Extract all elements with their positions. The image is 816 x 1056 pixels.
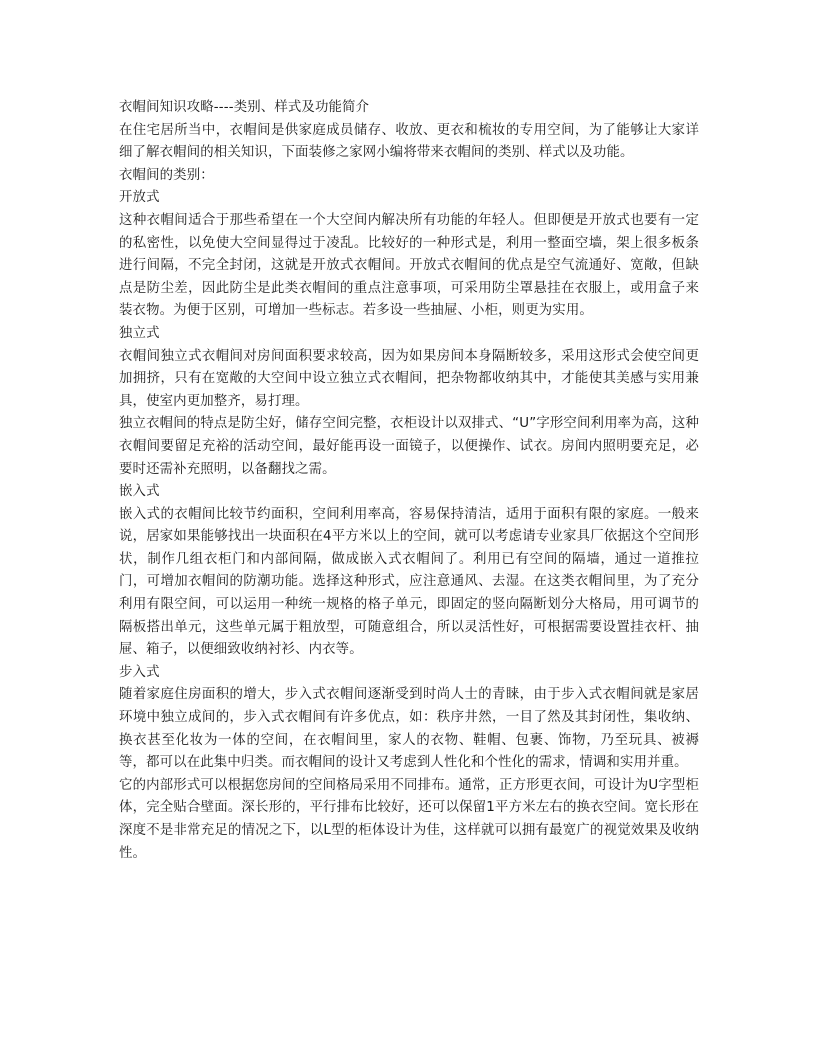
section-paragraph: 独立衣帽间的特点是防尘好，储存空间完整，衣柜设计以双排式、“U”字形空间利用率为高，这种衣帽间要留足充裕的活动空间，最好能再设一面镜子，以便操作、试衣。房间内照明要充足，必要时还需补充照明，以备翻找之需。 [119, 416, 699, 477]
section-paragraph: 这种衣帽间适合于那些希望在一个大空间内解决所有功能的年轻人。但即便是开放式也要有一定的私密性，以免使大空间显得过于凌乱。比较好的一种形式是，利用一整面空墙，架上很多板条进行间隔，不完全封闭，这就是开放式衣帽间。开放式衣帽间的优点是空气流通好、宽敞，但缺点是防尘差，因此防尘是此类衣帽间的重点注意事项，可采用防尘罩悬挂在衣服上，或用盒子来装衣物。为便于区别，可增加一些标志。若多设一些抽屉、小柜，则更为实用。 [119, 212, 699, 319]
section-heading-embedded: 嵌入式 [119, 484, 160, 500]
section-heading-walk-in: 步入式 [119, 664, 160, 680]
document-body [119, 97, 699, 865]
section-paragraph: 衣帽间独立式衣帽间对房间面积要求较高，因为如果房间本身隔断较多，采用这形式会使空间更加拥挤，只有在宽敞的大空间中设立独立式衣帽间，把杂物都收纳其中，才能使其美感与实用兼具，使室内更加整齐，易打理。 [119, 348, 699, 409]
section-heading-open: 开放式 [119, 190, 160, 206]
document-title: 衣帽间知识攻略----类别、样式及功能简介 [119, 100, 370, 115]
section-paragraph: 嵌入式的衣帽间比较节约面积，空间利用率高，容易保持清洁，适用于面积有限的家庭。一般来说，居家如果能够找出一块面积在4平方米以上的空间，就可以考虑请专业家具厂依据这个空间形状，制作几组衣柜门和内部间隔，做成嵌入式衣帽间了。利用已有空间的隔墙，通过一道推拉门，可增加衣帽间的防潮功能。选择这种形式，应注意通风、去湿。在这类衣帽间里，为了充分利用有限空间，可以运用一种统一规格的格子单元，即固定的竖向隔断划分大格局，用可调节的隔板搭出单元，这些单元属于粗放型，可随意组合，所以灵活性好，可根据需要设置挂衣杆、抽屉、箱子，以便细致收纳衬衫、内衣等。 [119, 506, 699, 658]
section-paragraph: 它的内部形式可以根据您房间的空间格局采用不同排布。通常，正方形更衣间，可设计为U字型柜体，完全贴合壁面。深长形的，平行排布比较好，还可以保留1平方米左右的换衣空间。宽长形在深度不是非常充足的情况之下，以L型的柜体设计为佳，这样就可以拥有最宽广的视觉效果及收纳性。 [119, 777, 699, 861]
section-paragraph: 随着家庭住房面积的增大，步入式衣帽间逐渐受到时尚人士的青睐，由于步入式衣帽间就是家居环境中独立成间的，步入式衣帽间有许多优点，如：秩序井然，一目了然及其封闭性，集收纳、换衣甚至化妆为一体的空间，在衣帽间里，家人的衣物、鞋帽、包裹、饰物，乃至玩具、被褥等，都可以在此集中归类。而衣帽间的设计又考虑到人性化和个性化的需求，情调和实用并重。 [119, 687, 699, 771]
intro-paragraph: 在住宅居所当中，衣帽间是供家庭成员储存、收放、更衣和梳妆的专用空间，为了能够让大家详细了解衣帽间的相关知识，下面装修之家网小编将带来衣帽间的类别、样式以及功能。 [119, 122, 699, 161]
section-heading-independent: 独立式 [119, 325, 160, 341]
categories-heading: 衣帽间的类别： [119, 167, 214, 183]
